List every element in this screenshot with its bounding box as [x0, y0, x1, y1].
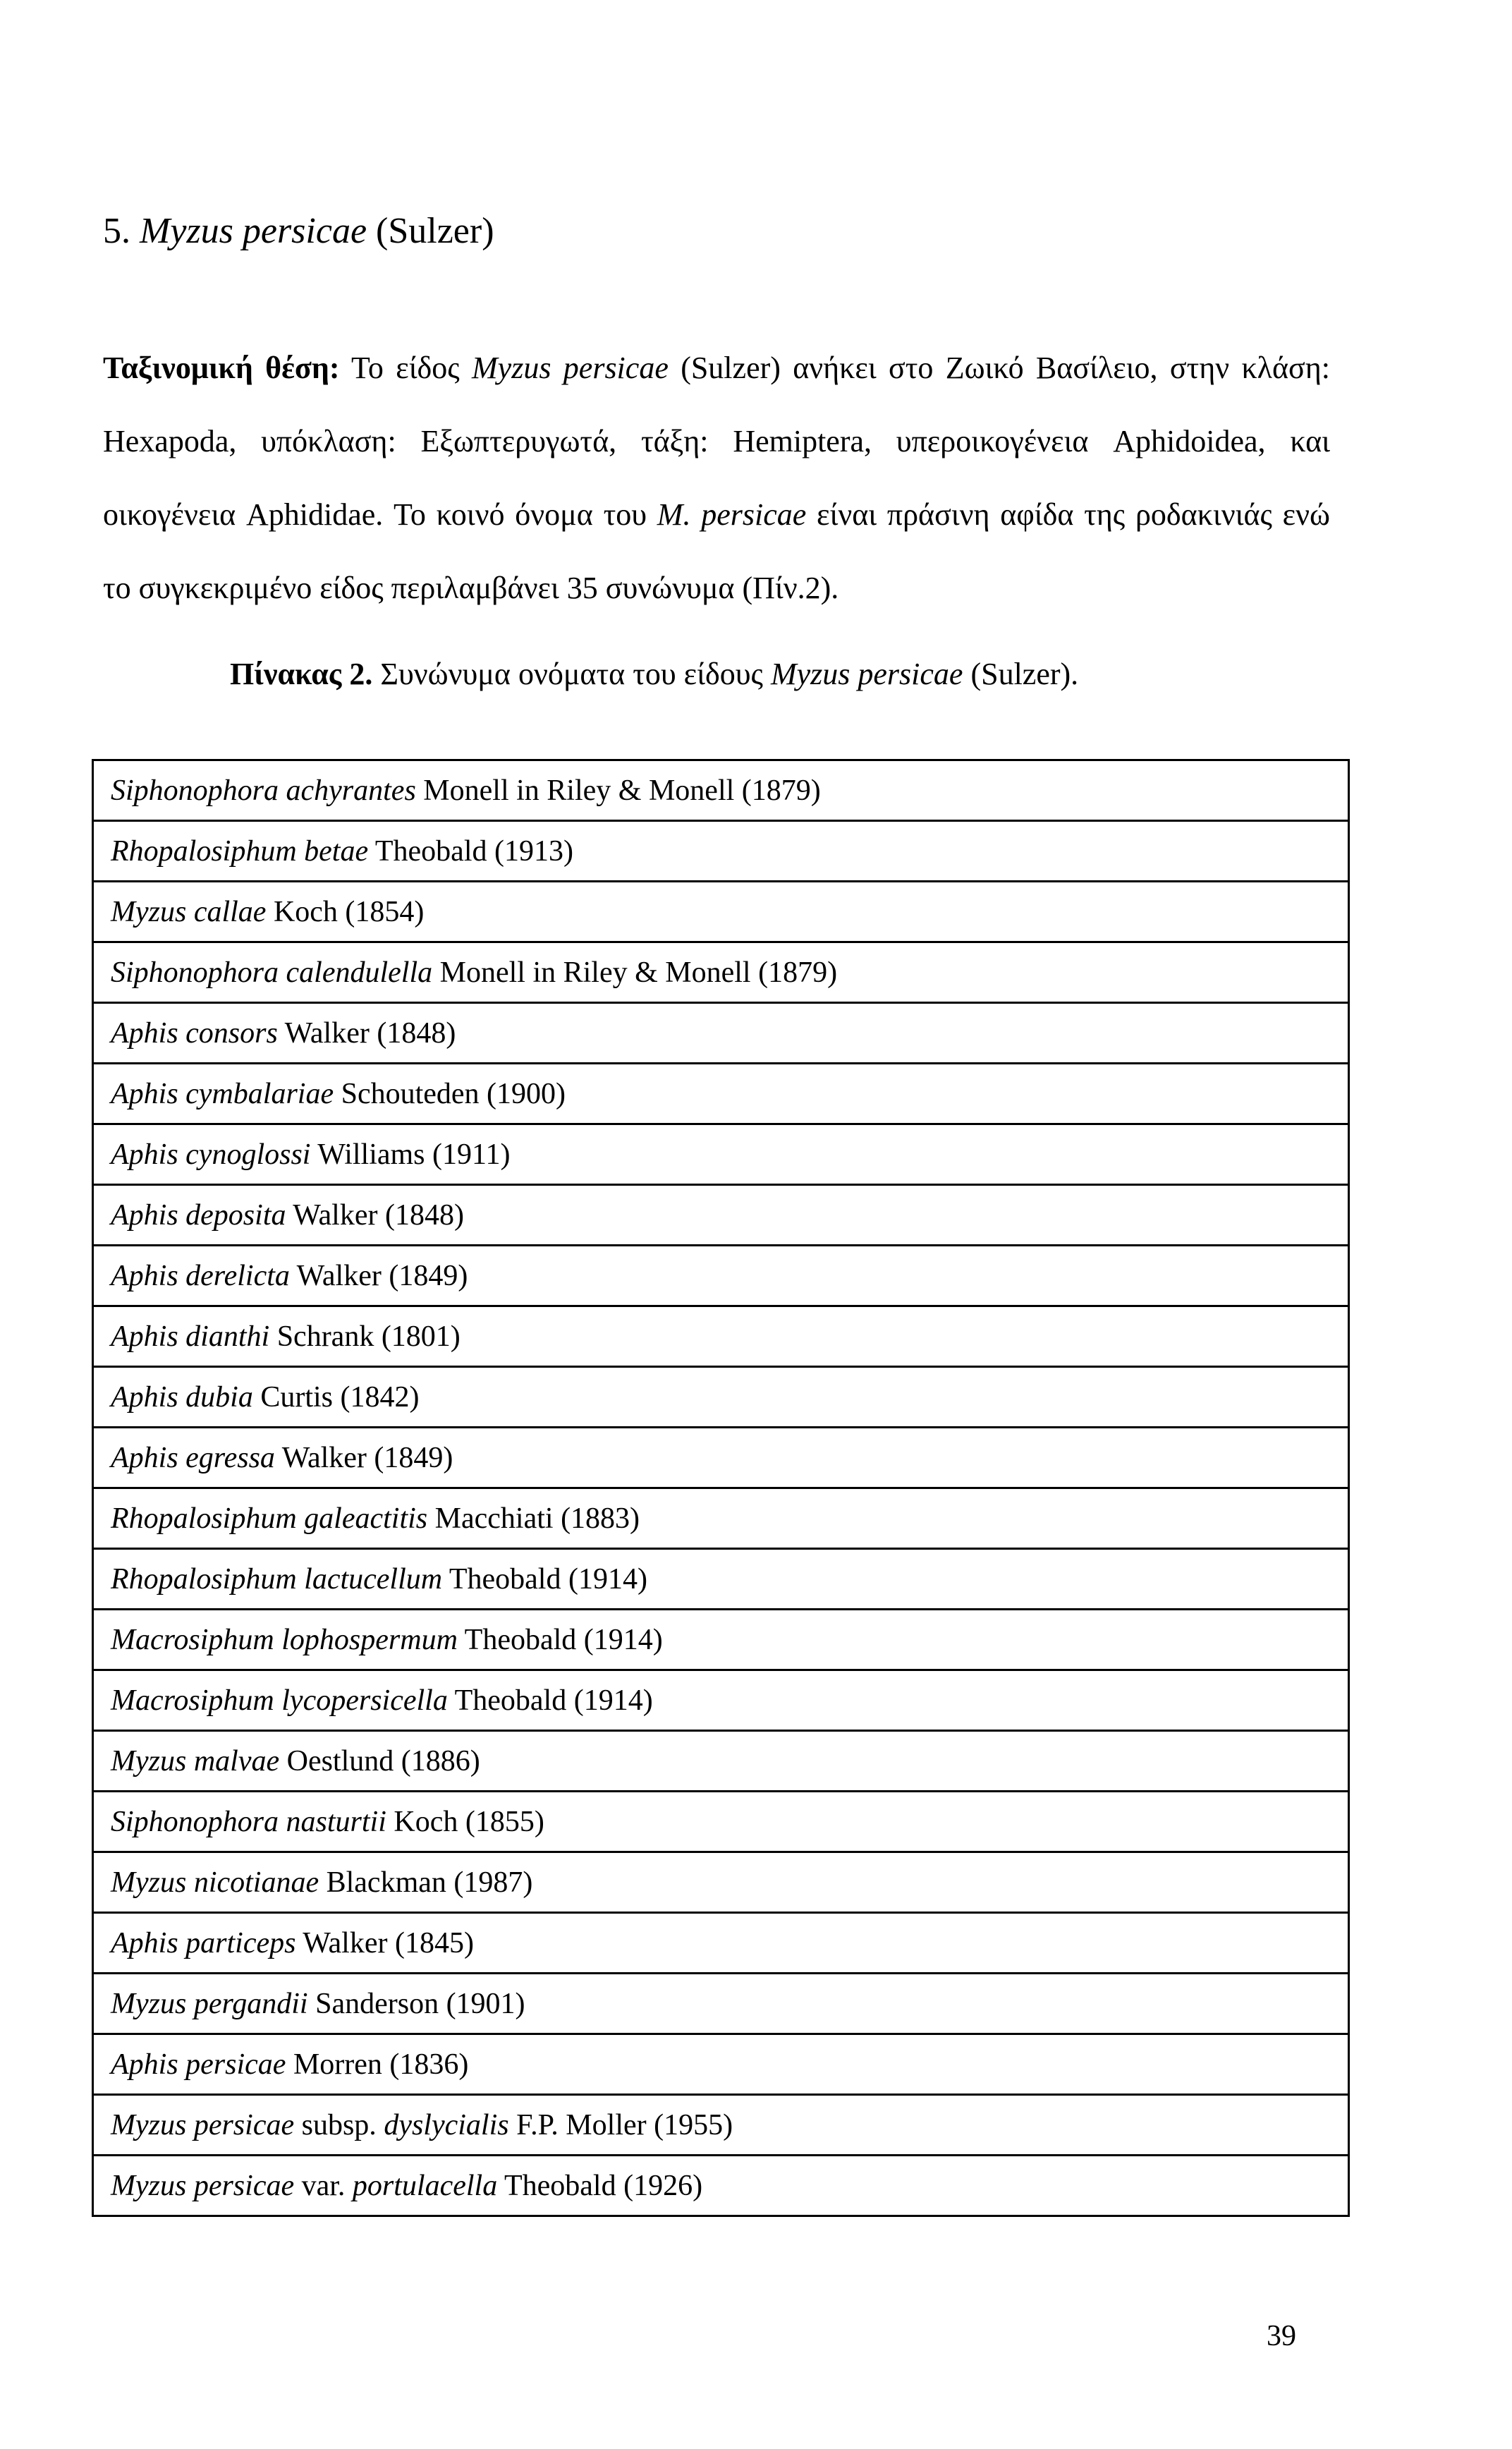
synonym-cell [93, 1488, 1349, 1549]
table-row [93, 942, 1349, 1003]
synonym-author: Macchiati (1883) [434, 1502, 640, 1535]
synonym-name: Aphis egressa [111, 1441, 275, 1474]
synonym-author: Morren (1836) [293, 2048, 469, 2081]
synonym-author: Walker (1845) [303, 1926, 474, 1959]
synonym-cell [93, 1124, 1349, 1185]
table-row [93, 1670, 1349, 1731]
synonym-name: Aphis cynoglossi [111, 1138, 311, 1171]
synonym-name: Myzus persicae [111, 2169, 295, 2202]
synonym-cell [93, 2095, 1349, 2156]
synonym-cell [93, 1003, 1349, 1064]
table-row [93, 882, 1349, 942]
synonym-author: Theobald (1914) [454, 1684, 653, 1717]
table-row [93, 1428, 1349, 1488]
synonym-author: subsp. [301, 2108, 377, 2141]
table-row [93, 1792, 1349, 1852]
synonym-cell [93, 1549, 1349, 1610]
table-row [93, 1306, 1349, 1367]
table-row [93, 1974, 1349, 2034]
table-row [93, 760, 1349, 821]
synonym-author: Blackman (1987) [326, 1866, 533, 1899]
synonym-author: Oestlund (1886) [286, 1744, 480, 1778]
synonym-author: Williams (1911) [317, 1138, 511, 1171]
synonym-name: Aphis dubia [111, 1380, 253, 1414]
synonym-cell [93, 1670, 1349, 1731]
synonym-author: Walker (1849) [296, 1259, 468, 1292]
synonym-cell [93, 821, 1349, 882]
synonym-author: Theobald (1913) [374, 834, 573, 868]
section-species-name: Myzus persicae [140, 211, 367, 251]
table-row [93, 2034, 1349, 2095]
synonym-author: Monell in Riley & Monell (1879) [439, 956, 838, 989]
synonym-name-infraspecific: portulacella [352, 2169, 498, 2202]
section-species-author: (Sulzer) [376, 211, 494, 251]
table-row [93, 1246, 1349, 1306]
table-caption-species: Myzus persicae [770, 657, 963, 691]
taxonomy-paragraph [103, 332, 1330, 625]
synonym-name: Rhopalosiphum betae [111, 834, 369, 868]
synonym-cell [93, 942, 1349, 1003]
table-row [93, 1124, 1349, 1185]
table-row [93, 1367, 1349, 1428]
synonym-author-infraspecific: F.P. Moller (1955) [516, 2108, 733, 2141]
synonym-cell [93, 1428, 1349, 1488]
synonym-author: Koch (1855) [394, 1805, 544, 1838]
taxonomy-text-3: είναι πράσινη αφίδα της ροδακινιάς ενώ το συγκεκριμένο είδος περιλαμβάνει 35 συνώνυμα (Πίν.2). [103, 497, 1331, 605]
synonym-cell [93, 760, 1349, 821]
synonym-cell [93, 1246, 1349, 1306]
table-row [93, 821, 1349, 882]
table-row [93, 1610, 1349, 1670]
synonym-cell [93, 1185, 1349, 1246]
synonym-cell [93, 1974, 1349, 2034]
synonym-name: Aphis derelicta [111, 1259, 290, 1292]
table-row [93, 1852, 1349, 1913]
table-row [93, 2156, 1349, 2216]
synonym-name: Rhopalosiphum lactucellum [111, 1562, 443, 1596]
taxonomy-lead: Ταξινομική θέση: [103, 351, 340, 385]
page-number: 39 [1267, 2320, 1296, 2352]
synonyms-table-body [93, 760, 1349, 2216]
table-row [93, 1913, 1349, 1974]
section-heading [103, 209, 494, 254]
table-caption-text: Συνώνυμα ονόματα του είδους [380, 657, 763, 691]
synonym-author: Theobald (1914) [449, 1562, 647, 1596]
synonym-author-infraspecific: Theobald (1926) [504, 2169, 703, 2202]
synonym-name-infraspecific: dyslycialis [384, 2108, 509, 2141]
synonym-author: Schouteden (1900) [341, 1077, 566, 1110]
synonym-author: Sanderson (1901) [315, 1987, 525, 2020]
table-row [93, 1064, 1349, 1124]
synonym-author: Monell in Riley & Monell (1879) [423, 774, 821, 807]
synonym-cell [93, 1064, 1349, 1124]
table-row [93, 1003, 1349, 1064]
synonym-cell [93, 1367, 1349, 1428]
taxonomy-species-1: Myzus persicae [472, 351, 669, 385]
synonym-name: Myzus callae [111, 895, 267, 928]
synonym-author: Koch (1854) [273, 895, 425, 928]
synonym-author: Walker (1848) [284, 1016, 456, 1050]
synonym-name: Rhopalosiphum galeactitis [111, 1502, 428, 1535]
taxonomy-species-2: M. persicae [657, 497, 807, 532]
synonym-name: Myzus persicae [111, 2108, 295, 2141]
synonym-cell [93, 882, 1349, 942]
synonym-cell [93, 1913, 1349, 1974]
synonym-author: Walker (1849) [281, 1441, 453, 1474]
synonym-name: Macrosiphum lophospermum [111, 1623, 458, 1656]
synonym-name: Siphonophora achyrantes [111, 774, 416, 807]
synonym-name: Siphonophora calendulella [111, 956, 433, 989]
synonym-cell [93, 2156, 1349, 2216]
synonym-name: Siphonophora nasturtii [111, 1805, 386, 1838]
synonym-cell [93, 1792, 1349, 1852]
synonym-cell [93, 1852, 1349, 1913]
synonym-author: Walker (1848) [293, 1198, 464, 1232]
section-number: 5. [103, 211, 130, 251]
table-caption-author: (Sulzer). [970, 657, 1079, 691]
synonym-name: Aphis deposita [111, 1198, 286, 1232]
synonym-author: var. [301, 2169, 346, 2202]
synonym-author: Theobald (1914) [464, 1623, 663, 1656]
taxonomy-text-2: (Sulzer) ανήκει στο Ζωικό Βασίλειο, στην κλάση: Hexapoda, υπόκλαση: Εξωπτερυγωτά, τάξη: Hemiptera, υπεροικογένεια Aphidoidea, και οικογένεια Aphididae. Το κοινό όνομα του [103, 351, 1331, 532]
synonym-cell [93, 1731, 1349, 1792]
table-row [93, 1731, 1349, 1792]
synonym-name: Myzus pergandii [111, 1987, 308, 2020]
table-row [93, 1549, 1349, 1610]
synonym-name: Aphis persicae [111, 2048, 286, 2081]
taxonomy-text-1: Το είδος [351, 351, 460, 385]
synonym-name: Aphis particeps [111, 1926, 296, 1959]
table-caption [230, 655, 1078, 694]
table-row [93, 1185, 1349, 1246]
synonym-cell [93, 2034, 1349, 2095]
table-row [93, 1488, 1349, 1549]
synonym-name: Aphis dianthi [111, 1320, 270, 1353]
synonym-cell [93, 1306, 1349, 1367]
synonym-name: Macrosiphum lycopersicella [111, 1684, 448, 1717]
synonym-author: Curtis (1842) [260, 1380, 420, 1414]
table-row [93, 2095, 1349, 2156]
synonym-name: Myzus nicotianae [111, 1866, 319, 1899]
synonym-name: Aphis consors [111, 1016, 278, 1050]
synonym-cell [93, 1610, 1349, 1670]
table-caption-label: Πίνακας 2. [230, 657, 373, 691]
synonym-author: Schrank (1801) [276, 1320, 461, 1353]
synonym-name: Aphis cymbalariae [111, 1077, 334, 1110]
synonyms-table [92, 759, 1350, 2217]
synonym-name: Myzus malvae [111, 1744, 280, 1778]
